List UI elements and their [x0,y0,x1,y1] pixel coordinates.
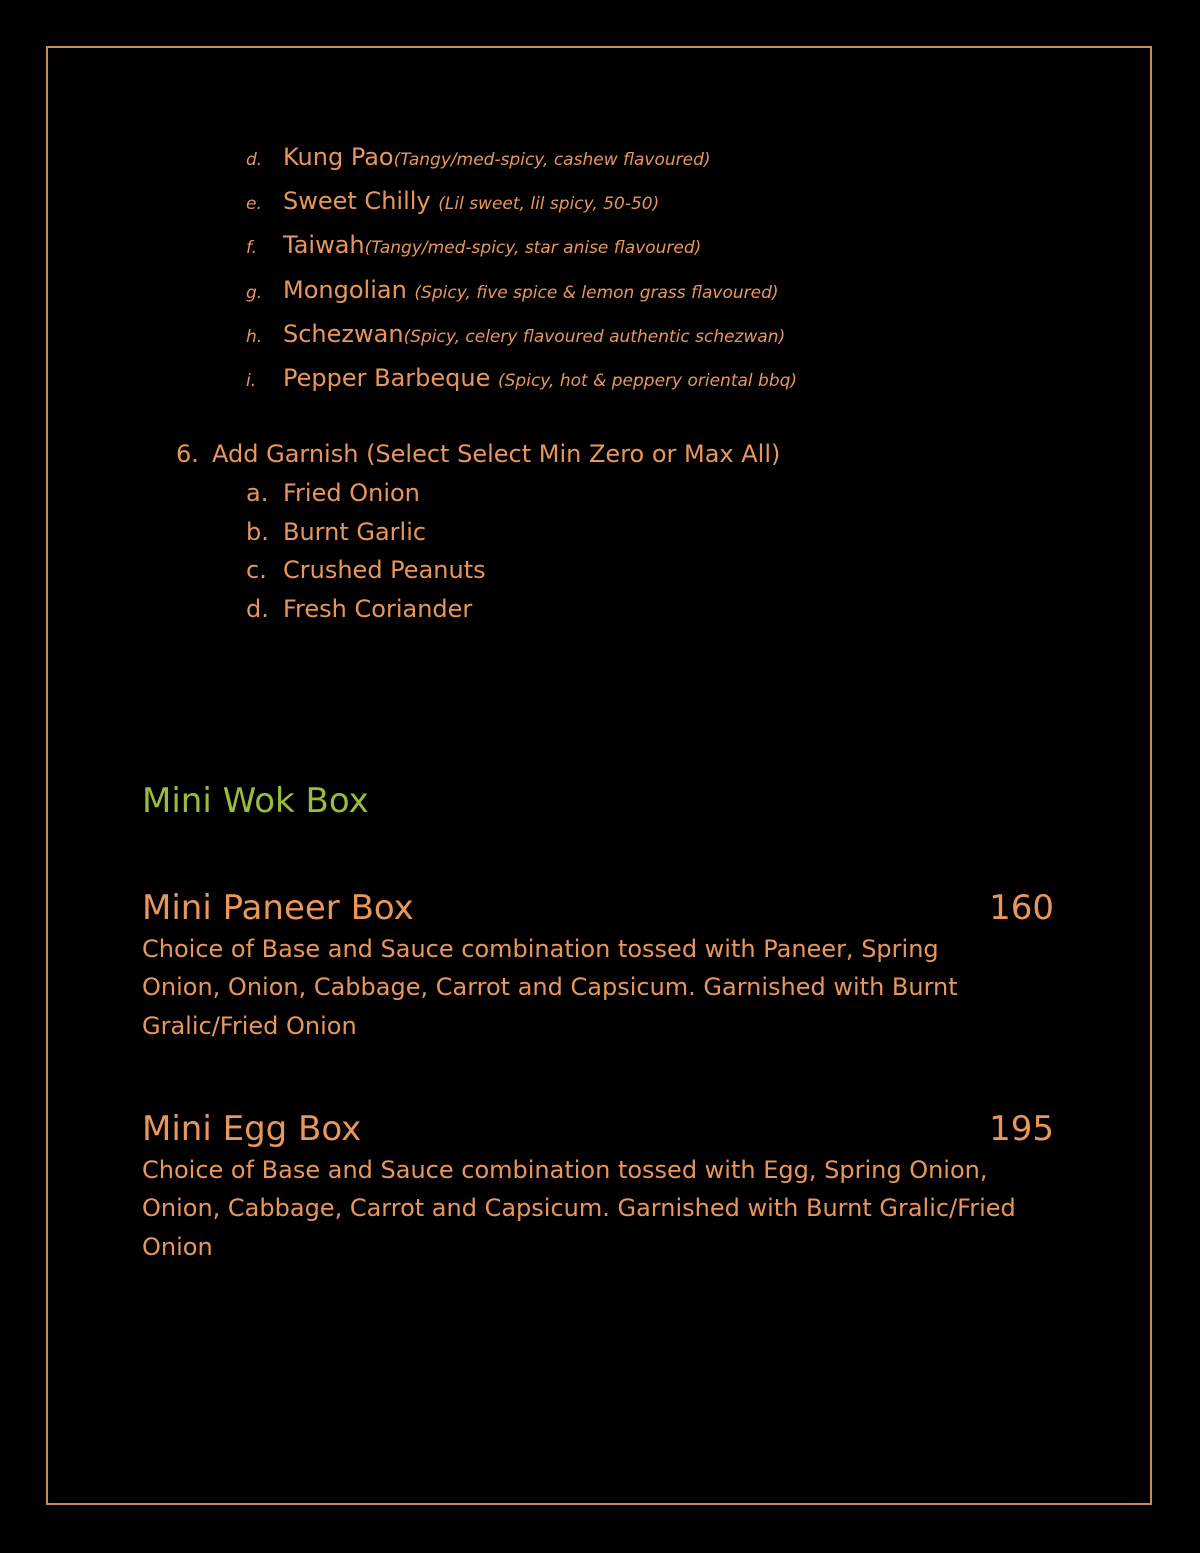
sauce-name: Mongolian [283,275,415,304]
list-marker: b. [246,517,269,546]
list-marker: h. [246,326,263,347]
list-item [246,479,486,518]
menu-item-header [142,886,1054,930]
garnish-step-heading [176,440,780,468]
list-item [246,143,797,187]
sauce-description: (Tangy/med-spicy, star anise flavoured) [364,238,702,259]
menu-item-price: 160 [989,888,1054,928]
list-item [246,187,797,231]
list-marker: a. [246,479,269,507]
menu-item [142,886,1054,1045]
list-marker: i. [246,370,257,391]
list-item [246,595,486,634]
menu-item-price: 195 [989,1109,1054,1149]
list-marker: c. [246,556,267,584]
list-item [246,320,797,364]
garnish-option: Fresh Coriander [283,594,473,623]
menu-item-description: Choice of Base and Sauce combination tossed with Paneer, Spring Onion, Onion, Cabbage, Carrot and Capsicum. Garnished with Burnt Gralic/Fried Onion [142,935,958,1040]
list-marker: d. [246,594,269,623]
garnish-option: Burnt Garlic [283,517,427,546]
list-marker: e. [246,194,262,215]
menu-item-name: Mini Paneer Box [142,888,414,928]
garnish-option: Fried Onion [283,479,420,507]
menu-item [142,1107,1054,1266]
garnish-option: Crushed Peanuts [283,556,486,584]
sauce-list [246,143,797,408]
section-title: Mini Wok Box [142,781,369,821]
sauce-name: Sweet Chilly [283,187,439,216]
garnish-list [246,479,486,633]
sauce-description: (Spicy, hot & peppery oriental bbq) [498,370,798,391]
step-number: 6. [176,440,199,468]
list-item [246,364,797,408]
sauce-description: (Spicy, five spice & lemon grass flavoured) [414,282,779,303]
sauce-name: Pepper Barbeque [283,363,498,392]
list-marker: f. [246,238,258,259]
menu-item-header [142,1107,1054,1151]
sauce-description: (Spicy, celery flavoured authentic schezwan) [403,326,786,347]
sauce-description: (Tangy/med-spicy, cashew flavoured) [393,150,711,170]
list-item [246,556,486,595]
list-item [246,276,797,320]
sauce-name: Taiwah [283,231,365,260]
list-item [246,518,486,557]
sauce-description: (Lil sweet, lil spicy, 50-50) [438,194,660,215]
step-label: Add Garnish (Select Select Min Zero or Max All) [212,440,781,468]
menu-item-name: Mini Egg Box [142,1109,362,1149]
list-item [246,231,797,275]
sauce-name: Kung Pao [283,143,394,171]
list-marker: d. [246,150,263,170]
menu-item-description: Choice of Base and Sauce combination tossed with Egg, Spring Onion, Onion, Cabbage, Carrot and Capsicum. Garnished with Burnt Gralic/Fried Onion [142,1156,1016,1261]
sauce-name: Schezwan [283,319,404,348]
list-marker: g. [246,282,263,303]
